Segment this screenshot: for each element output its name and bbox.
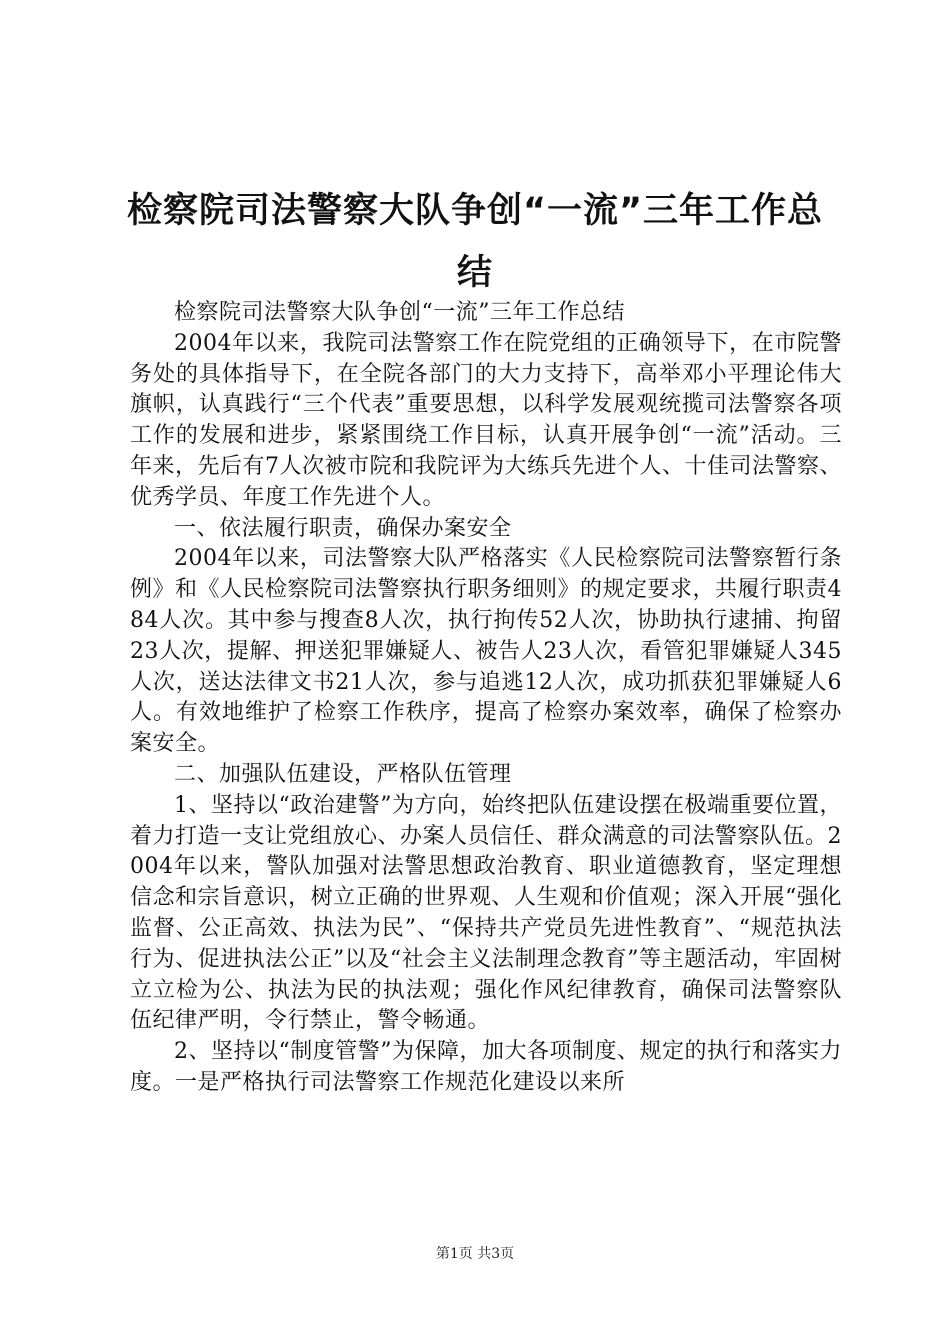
document-title: 检察院司法警察大队争创“一流”三年工作总结 xyxy=(126,191,823,293)
page-footer: 第1页 共3页 xyxy=(435,1246,515,1262)
paragraph-subtitle: 检察院司法警察大队争创“一流”三年工作总结 xyxy=(174,300,625,325)
paragraph-intro: 2004年以来，我院司法警察工作在院党组的正确领导下，在市院警务处的具体指导下，在全院各部门的大力支持下，高举邓小平理论伟大旗帜，认真践行“三个代表”重要思想，以科学发展观统揽司法警察各项工作的发展和进步，紧紧围绕工作目标，认真开展争创“一流”活动。三年来，先后有7人次被市院和我院评为大练兵先进个人、十佳司法警察、优秀学员、年度工作先进个人。 xyxy=(130,330,842,510)
paragraph-item-1: 1、坚持以“政治建警”为方向，始终把队伍建设摆在极端重要位置，着力打造一支让党组放心、办案人员信任、群众满意的司法警察队伍。2004年以来，警队加强对法警思想政治教育、职业道德教育，坚定理想信念和宗旨意识，树立正确的世界观、人生观和价值观；深入开展“强化监督、公正高效、执法为民”、“保持共产党员先进性教育”、“规范执法行为、促进执法公正”以及“社会主义法制理念教育”等主题活动，牢固树立立检为公、执法为民的执法观；强化作风纪律教育，确保司法警察队伍纪律严明，令行禁止，警令畅通。 xyxy=(130,792,842,1034)
section-heading-2: 二、加强队伍建设，严格队伍管理 xyxy=(174,761,512,787)
paragraph-item-2: 2、坚持以“制度管警”为保障，加大各项制度、规定的执行和落实力度。一是严格执行司法警察工作规范化建设以来所 xyxy=(130,1039,842,1095)
section-heading-1: 一、依法履行职责，确保办案安全 xyxy=(174,515,512,541)
document-body xyxy=(130,298,842,1099)
paragraph-section-1: 2004年以来，司法警察大队严格落实《人民检察院司法警察暂行条例》和《人民检察院司法警察执行职务细则》的规定要求，共履行职责484人次。其中参与搜查8人次，执行拘传52人次，协助执行逮捕、拘留23人次，提解、押送犯罪嫌疑人、被告人23人次，看管犯罪嫌疑人345人次，送达法律文书21人次，参与追逃12人次，成功抓获犯罪嫌疑人6人。有效地维护了检察工作秩序，提高了检察办案效率，确保了检察办案安全。 xyxy=(130,546,842,757)
